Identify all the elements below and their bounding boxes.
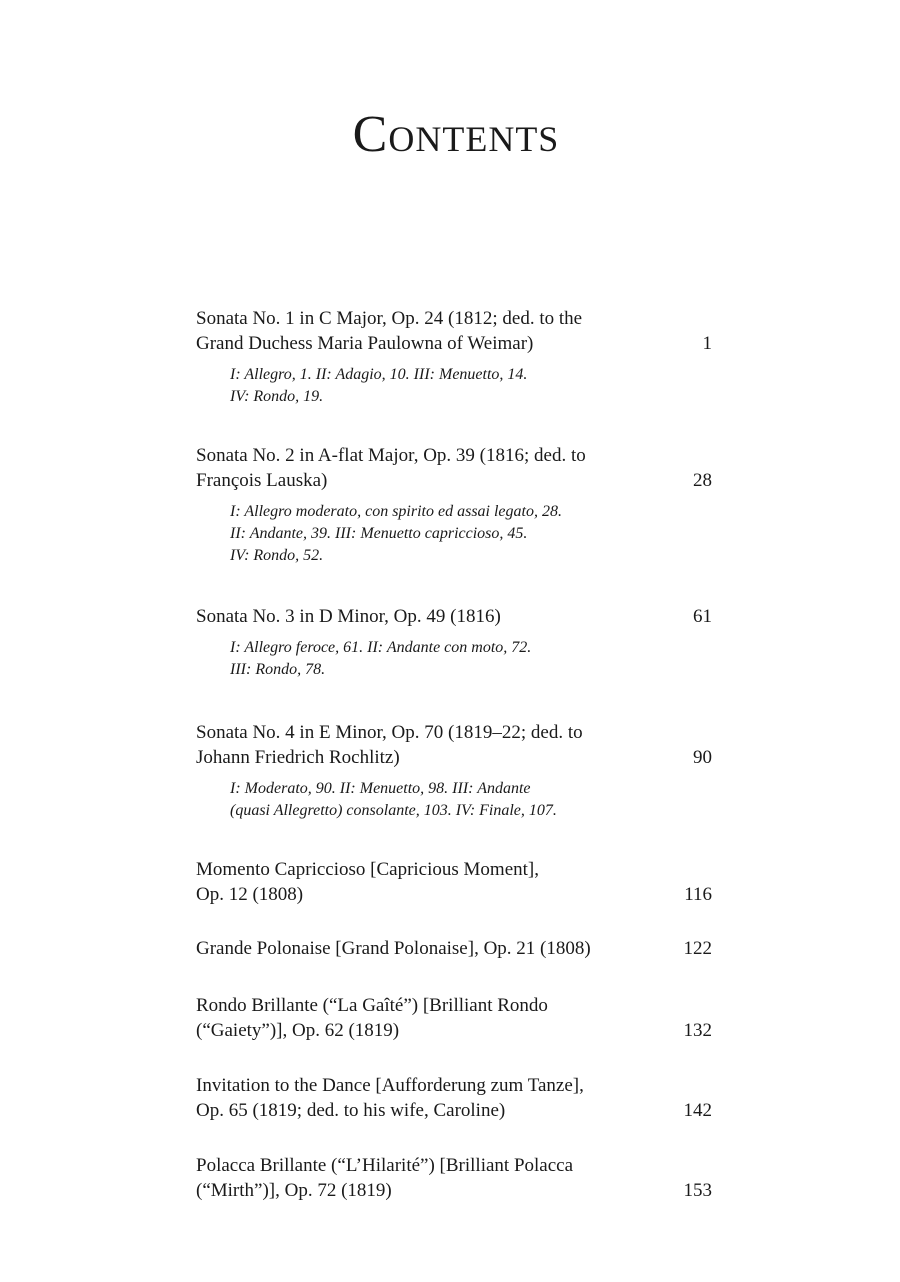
entry-title-line: (“Mirth”)], Op. 72 (1819) <box>196 1180 392 1201</box>
entry-title-line: Sonata No. 3 in D Minor, Op. 49 (1816) <box>196 606 501 627</box>
entry-title-line: (“Gaiety”)], Op. 62 (1819) <box>196 1020 400 1041</box>
movement-line: IV: Rondo, 19. <box>230 388 324 405</box>
entry-title-line: Sonata No. 1 in C Major, Op. 24 (1812; ded. to the <box>196 308 583 329</box>
movement-line: I: Allegro moderato, con spirito ed assai legato, 28. <box>230 503 562 520</box>
page-number: 122 <box>683 938 712 959</box>
entry-title-line: Grande Polonaise [Grand Polonaise], Op. 21 (1808) <box>196 938 591 959</box>
page-number: 142 <box>683 1100 712 1121</box>
movement-line: I: Allegro, 1. II: Adagio, 10. III: Menuetto, 14. <box>230 366 528 383</box>
toc-entry-sonata-3[interactable] <box>196 604 716 681</box>
toc-entry-sonata-1[interactable] <box>196 306 716 408</box>
page-title: Contents <box>352 105 560 163</box>
page-number: 61 <box>693 606 712 627</box>
movement-line: I: Allegro feroce, 61. II: Andante con moto, 72. <box>230 639 532 656</box>
movement-list <box>230 778 716 822</box>
movement-line: I: Moderato, 90. II: Menuetto, 98. III: Andante <box>230 780 531 797</box>
movement-line: (quasi Allegretto) consolante, 103. IV: Finale, 107. <box>230 802 557 819</box>
toc-entry-sonata-2[interactable] <box>196 443 716 567</box>
movement-line: IV: Rondo, 52. <box>230 547 324 564</box>
movement-list <box>230 501 716 567</box>
entry-title-line: Johann Friedrich Rochlitz) <box>196 747 400 768</box>
entry-title-line: Op. 12 (1808) <box>196 884 304 905</box>
page-number: 116 <box>684 884 712 905</box>
entry-title-line: Momento Capriccioso [Capricious Moment], <box>196 859 539 880</box>
entry-title-line: François Lauska) <box>196 470 328 491</box>
movement-line: III: Rondo, 78. <box>230 661 326 678</box>
toc-entry-rondo-brillante[interactable] <box>196 993 716 1043</box>
entry-title-line: Sonata No. 2 in A-flat Major, Op. 39 (1816; ded. to <box>196 445 586 466</box>
entry-title-line: Sonata No. 4 in E Minor, Op. 70 (1819–22; ded. to <box>196 722 583 743</box>
page-number: 90 <box>693 747 712 768</box>
page-number: 153 <box>683 1180 712 1201</box>
entry-title-line: Grand Duchess Maria Paulowna of Weimar) <box>196 333 534 354</box>
toc-entry-polacca-brillante[interactable] <box>196 1153 716 1203</box>
page-number: 132 <box>683 1020 712 1041</box>
movement-list <box>230 637 716 681</box>
entry-title-line: Op. 65 (1819; ded. to his wife, Caroline) <box>196 1100 506 1121</box>
page-number: 28 <box>693 470 712 491</box>
entry-title-line: Rondo Brillante (“La Gaîté”) [Brilliant Rondo <box>196 995 548 1016</box>
toc-entry-grande-polonaise[interactable] <box>196 936 716 961</box>
toc-entry-sonata-4[interactable] <box>196 720 716 822</box>
entry-title-line: Polacca Brillante (“L’Hilarité”) [Brilliant Polacca <box>196 1155 574 1176</box>
entry-title-line: Invitation to the Dance [Aufforderung zum Tanze], <box>196 1075 584 1096</box>
toc-entry-momento-capriccioso[interactable] <box>196 857 716 907</box>
toc-entry-invitation-to-the-dance[interactable] <box>196 1073 716 1123</box>
movement-list <box>230 364 716 408</box>
movement-line: II: Andante, 39. III: Menuetto capriccioso, 45. <box>230 525 528 542</box>
page-number: 1 <box>702 333 712 354</box>
